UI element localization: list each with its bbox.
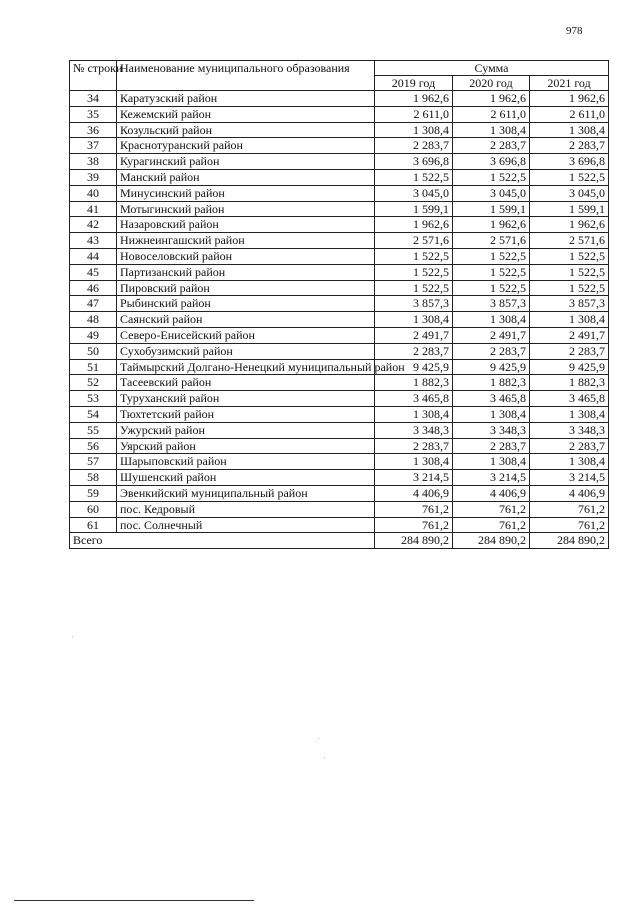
amount-2019: 2 283,7 — [375, 438, 453, 454]
municipality-name: Мотыгинский район — [117, 201, 375, 217]
amount-2019: 3 214,5 — [375, 470, 453, 486]
row-number: 46 — [70, 280, 117, 296]
row-number: 61 — [70, 517, 117, 533]
row-number: 59 — [70, 485, 117, 501]
row-number: 39 — [70, 169, 117, 185]
amount-2021: 3 857,3 — [530, 296, 609, 312]
table-row — [70, 391, 609, 407]
amount-2021: 1 522,5 — [530, 280, 609, 296]
amount-2019: 4 406,9 — [375, 485, 453, 501]
row-number: 51 — [70, 359, 117, 375]
amount-2020: 1 962,6 — [453, 217, 530, 233]
municipality-name: Северо-Енисейский район — [117, 327, 375, 343]
amount-2021: 1 962,6 — [530, 91, 609, 107]
table-row — [70, 154, 609, 170]
amount-2021: 1 308,4 — [530, 406, 609, 422]
row-number: 53 — [70, 391, 117, 407]
row-number: 37 — [70, 138, 117, 154]
table-row — [70, 138, 609, 154]
amount-2019: 3 348,3 — [375, 422, 453, 438]
table-row — [70, 470, 609, 486]
amount-2021: 2 491,7 — [530, 327, 609, 343]
amount-2020: 3 857,3 — [453, 296, 530, 312]
amount-2020: 2 283,7 — [453, 343, 530, 359]
amount-2021: 761,2 — [530, 501, 609, 517]
table-row — [70, 106, 609, 122]
amount-2019: 2 283,7 — [375, 343, 453, 359]
amount-2019: 3 045,0 — [375, 185, 453, 201]
municipality-name: Тюхтетский район — [117, 406, 375, 422]
municipality-name: Курагинский район — [117, 154, 375, 170]
table-body — [70, 91, 609, 533]
amount-2020: 1 522,5 — [453, 248, 530, 264]
amount-2020: 1 308,4 — [453, 122, 530, 138]
amount-2019: 2 491,7 — [375, 327, 453, 343]
amount-2021: 1 522,5 — [530, 264, 609, 280]
municipality-name: Манский район — [117, 169, 375, 185]
table-row — [70, 327, 609, 343]
municipality-name: Новоселовский район — [117, 248, 375, 264]
amount-2021: 1 599,1 — [530, 201, 609, 217]
amount-2019: 1 308,4 — [375, 454, 453, 470]
amount-2020: 3 465,8 — [453, 391, 530, 407]
row-number: 54 — [70, 406, 117, 422]
amount-2021: 3 214,5 — [530, 470, 609, 486]
amount-2019: 1 522,5 — [375, 264, 453, 280]
municipality-name: Рыбинский район — [117, 296, 375, 312]
municipality-name: пос. Солнечный — [117, 517, 375, 533]
amount-2019: 1 522,5 — [375, 248, 453, 264]
scan-speck — [72, 636, 73, 637]
table-row — [70, 91, 609, 107]
amount-2020: 3 214,5 — [453, 470, 530, 486]
table-row — [70, 517, 609, 533]
amount-2021: 2 283,7 — [530, 438, 609, 454]
amount-2021: 1 522,5 — [530, 169, 609, 185]
budget-table — [69, 60, 609, 549]
amount-2019: 1 962,6 — [375, 91, 453, 107]
amount-2019: 1 308,4 — [375, 406, 453, 422]
total-label: Всего — [70, 533, 375, 549]
row-number: 52 — [70, 375, 117, 391]
row-number: 58 — [70, 470, 117, 486]
amount-2021: 1 882,3 — [530, 375, 609, 391]
amount-2020: 761,2 — [453, 517, 530, 533]
table-row — [70, 501, 609, 517]
table-row — [70, 185, 609, 201]
amount-2019: 761,2 — [375, 517, 453, 533]
header-year-2020: 2020 год — [453, 76, 530, 91]
amount-2021: 761,2 — [530, 517, 609, 533]
amount-2019: 1 308,4 — [375, 122, 453, 138]
amount-2020: 1 308,4 — [453, 312, 530, 328]
row-number: 38 — [70, 154, 117, 170]
table-row — [70, 296, 609, 312]
amount-2020: 3 696,8 — [453, 154, 530, 170]
amount-2021: 1 522,5 — [530, 248, 609, 264]
amount-2021: 2 283,7 — [530, 138, 609, 154]
row-number: 45 — [70, 264, 117, 280]
amount-2020: 1 308,4 — [453, 406, 530, 422]
amount-2020: 1 308,4 — [453, 454, 530, 470]
table-row — [70, 264, 609, 280]
row-number: 49 — [70, 327, 117, 343]
table-row — [70, 438, 609, 454]
municipality-name: Туруханский район — [117, 391, 375, 407]
municipality-name: Сухобузимский район — [117, 343, 375, 359]
amount-2019: 2 283,7 — [375, 138, 453, 154]
municipality-name: пос. Кедровый — [117, 501, 375, 517]
table-row — [70, 343, 609, 359]
amount-2020: 1 962,6 — [453, 91, 530, 107]
municipality-name: Козульский район — [117, 122, 375, 138]
amount-2020: 2 571,6 — [453, 233, 530, 249]
total-2021: 284 890,2 — [530, 533, 609, 549]
header-municipality-name: Наименование муниципального образования — [117, 61, 375, 91]
table-header — [70, 61, 609, 91]
amount-2019: 3 857,3 — [375, 296, 453, 312]
amount-2021: 1 308,4 — [530, 454, 609, 470]
amount-2019: 1 522,5 — [375, 169, 453, 185]
table-row — [70, 122, 609, 138]
municipality-name: Партизанский район — [117, 264, 375, 280]
amount-2021: 2 611,0 — [530, 106, 609, 122]
amount-2020: 3 045,0 — [453, 185, 530, 201]
table-row — [70, 485, 609, 501]
amount-2020: 761,2 — [453, 501, 530, 517]
amount-2020: 2 283,7 — [453, 438, 530, 454]
total-2020: 284 890,2 — [453, 533, 530, 549]
amount-2019: 761,2 — [375, 501, 453, 517]
municipality-name: Краснотуранский район — [117, 138, 375, 154]
table-row — [70, 375, 609, 391]
municipality-name: Уярский район — [117, 438, 375, 454]
amount-2020: 4 406,9 — [453, 485, 530, 501]
amount-2021: 1 308,4 — [530, 312, 609, 328]
row-number: 55 — [70, 422, 117, 438]
municipality-name: Каратузский район — [117, 91, 375, 107]
row-number: 48 — [70, 312, 117, 328]
municipality-name: Таймырский Долгано-Ненецкий муниципальный район — [117, 359, 375, 375]
table-row — [70, 359, 609, 375]
row-number: 60 — [70, 501, 117, 517]
amount-2019: 1 308,4 — [375, 312, 453, 328]
amount-2020: 1 522,5 — [453, 169, 530, 185]
header-sum: Сумма — [375, 61, 609, 76]
amount-2020: 1 522,5 — [453, 280, 530, 296]
amount-2020: 1 522,5 — [453, 264, 530, 280]
municipality-name: Эвенкийский муниципальный район — [117, 485, 375, 501]
amount-2020: 1 882,3 — [453, 375, 530, 391]
header-year-2019: 2019 год — [375, 76, 453, 91]
row-number: 34 — [70, 91, 117, 107]
amount-2019: 9 425,9 — [375, 359, 453, 375]
municipality-name: Саянский район — [117, 312, 375, 328]
amount-2020: 2 283,7 — [453, 138, 530, 154]
table-row — [70, 201, 609, 217]
amount-2019: 1 962,6 — [375, 217, 453, 233]
amount-2020: 2 491,7 — [453, 327, 530, 343]
total-2019: 284 890,2 — [375, 533, 453, 549]
row-number: 47 — [70, 296, 117, 312]
scan-speck — [324, 757, 325, 758]
amount-2021: 4 406,9 — [530, 485, 609, 501]
header-row-number: № строки — [70, 61, 117, 91]
amount-2021: 3 348,3 — [530, 422, 609, 438]
row-number: 35 — [70, 106, 117, 122]
municipality-name: Назаровский район — [117, 217, 375, 233]
table-row — [70, 233, 609, 249]
municipality-name: Кежемский район — [117, 106, 375, 122]
amount-2020: 3 348,3 — [453, 422, 530, 438]
amount-2020: 1 599,1 — [453, 201, 530, 217]
row-number: 40 — [70, 185, 117, 201]
header-year-2021: 2021 год — [530, 76, 609, 91]
page-number: 978 — [566, 25, 583, 37]
row-number: 56 — [70, 438, 117, 454]
amount-2019: 3 465,8 — [375, 391, 453, 407]
amount-2019: 2 571,6 — [375, 233, 453, 249]
row-number: 42 — [70, 217, 117, 233]
amount-2019: 1 522,5 — [375, 280, 453, 296]
municipality-name: Нижнеингашский район — [117, 233, 375, 249]
amount-2021: 3 045,0 — [530, 185, 609, 201]
amount-2021: 2 571,6 — [530, 233, 609, 249]
amount-2019: 1 882,3 — [375, 375, 453, 391]
footer-rule — [14, 900, 254, 901]
row-number: 50 — [70, 343, 117, 359]
municipality-name: Тасеевский район — [117, 375, 375, 391]
amount-2019: 1 599,1 — [375, 201, 453, 217]
municipality-name: Ужурский район — [117, 422, 375, 438]
amount-2021: 1 308,4 — [530, 122, 609, 138]
table-row — [70, 312, 609, 328]
table-row — [70, 280, 609, 296]
table-row — [70, 454, 609, 470]
table-row — [70, 169, 609, 185]
amount-2021: 2 283,7 — [530, 343, 609, 359]
amount-2021: 3 465,8 — [530, 391, 609, 407]
municipality-name: Шушенский район — [117, 470, 375, 486]
table-row — [70, 217, 609, 233]
amount-2019: 2 611,0 — [375, 106, 453, 122]
row-number: 36 — [70, 122, 117, 138]
row-number: 41 — [70, 201, 117, 217]
total-row — [70, 533, 609, 549]
municipality-name: Пировский район — [117, 280, 375, 296]
row-number: 43 — [70, 233, 117, 249]
amount-2020: 9 425,9 — [453, 359, 530, 375]
row-number: 57 — [70, 454, 117, 470]
amount-2021: 1 962,6 — [530, 217, 609, 233]
amount-2021: 9 425,9 — [530, 359, 609, 375]
amount-2020: 2 611,0 — [453, 106, 530, 122]
amount-2019: 3 696,8 — [375, 154, 453, 170]
row-number: 44 — [70, 248, 117, 264]
table-row — [70, 406, 609, 422]
amount-2021: 3 696,8 — [530, 154, 609, 170]
scan-speck — [318, 738, 319, 739]
municipality-name: Шарыповский район — [117, 454, 375, 470]
municipality-name: Минусинский район — [117, 185, 375, 201]
table-row — [70, 422, 609, 438]
table-row — [70, 248, 609, 264]
